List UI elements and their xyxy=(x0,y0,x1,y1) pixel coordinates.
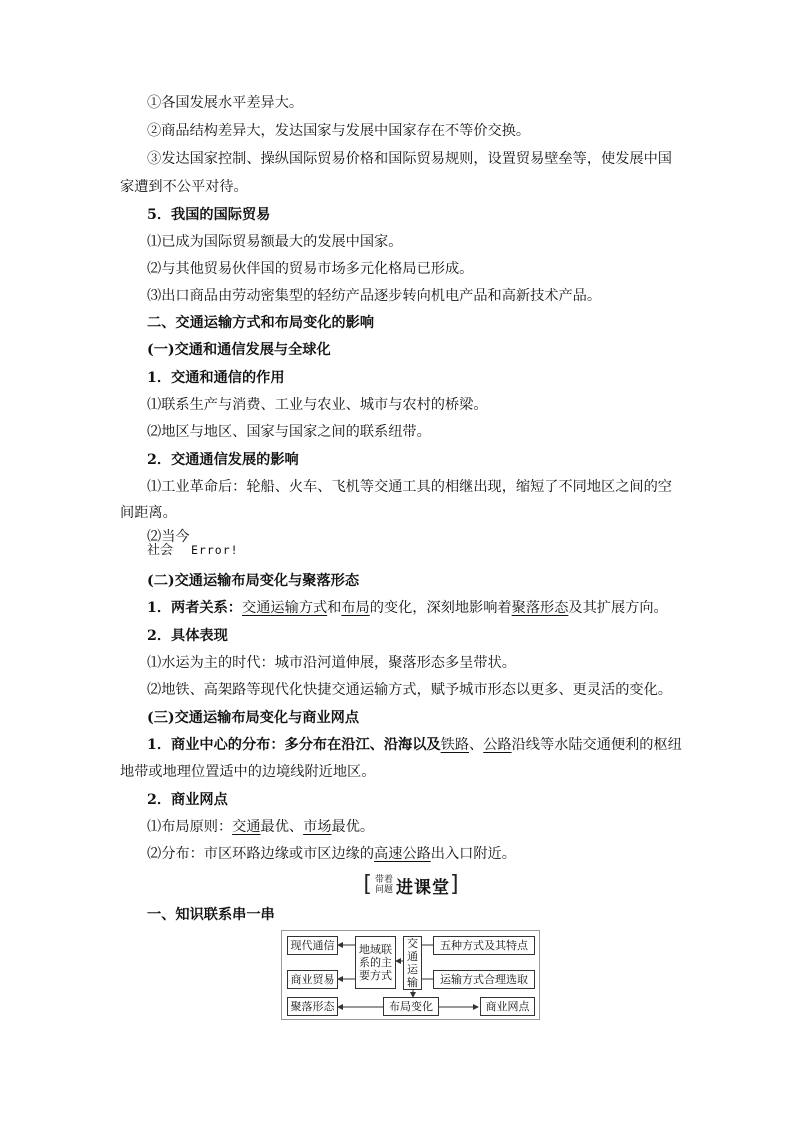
subsection-heading: (二)交通运输布局变化与聚落形态 xyxy=(147,573,360,589)
answer-blank: 市场 xyxy=(303,819,332,835)
text-line xyxy=(147,735,682,755)
concept-diagram xyxy=(281,930,540,1020)
text: 及其扩展方向。 xyxy=(568,600,668,616)
node-regional-link: 地域联系的主要方式 xyxy=(355,936,396,989)
node-commerce-trade: 商业贸易 xyxy=(287,970,338,989)
text-line xyxy=(147,598,668,618)
error-sub: 社会 xyxy=(147,543,174,558)
node-five-modes: 五种方式及其特点 xyxy=(433,936,535,955)
answer-blank: 聚落形态 xyxy=(511,600,569,616)
text-line: ⑵地铁、高架路等现代化快捷交通运输方式，赋予城市形态以更多、更灵活的变化。 xyxy=(147,682,672,698)
answer-blank: 交通运输方式 xyxy=(242,600,328,616)
text: 、 xyxy=(469,737,484,753)
node-modern-comm: 现代通信 xyxy=(287,936,338,955)
heading: 5．我国的国际贸易 xyxy=(147,207,271,223)
node-settlement: 聚落形态 xyxy=(287,997,338,1016)
text-line: 家遭到不公平对待。 xyxy=(120,179,248,195)
node-commercial-sites: 商业网点 xyxy=(480,997,535,1016)
heading: 2．交通通信发展的影响 xyxy=(147,452,299,468)
section-banner xyxy=(352,872,470,898)
error-prefix: ⑵当今 xyxy=(147,529,190,545)
banner-top: 带着 xyxy=(374,875,393,885)
text: ⑵分布：市区环路边缘或市区边缘的 xyxy=(147,846,375,862)
text: 最优。 xyxy=(331,819,375,835)
text: 的变化，深刻地影响着 xyxy=(369,600,512,616)
answer-blank: 交通 xyxy=(232,819,261,835)
text-line: ⑴已成为国际贸易额最大的发展中国家。 xyxy=(147,234,403,250)
error-text: Error! xyxy=(191,543,239,557)
text-line xyxy=(147,817,374,837)
banner-bottom: 问题 xyxy=(374,885,393,895)
section-heading: 一、知识联系串一串 xyxy=(147,907,275,923)
text-line: ⑴水运为主的时代：城市沿河道伸展，聚落形态多呈带状。 xyxy=(147,655,516,671)
text-line: ③发达国家控制、操纵国际贸易价格和国际贸易规则，设置贸易壁垒等，使发展中国 xyxy=(147,151,672,167)
text-line: ⑴联系生产与消费、工业与农业、城市与农村的桥梁。 xyxy=(147,397,488,413)
text: 出入口附近。 xyxy=(430,846,516,862)
subsection-heading: (三)交通运输布局变化与商业网点 xyxy=(147,710,360,726)
text: 和 xyxy=(327,600,342,616)
text: 最优、 xyxy=(260,819,304,835)
text-line: ⑵与其他贸易伙伴国的贸易市场多元化格局已形成。 xyxy=(147,261,474,277)
text-line xyxy=(147,844,516,864)
banner-main: 进课堂 xyxy=(396,877,450,898)
error-item xyxy=(147,527,267,563)
text-line: ⑵地区与地区、国家与国家之间的联系纽带。 xyxy=(147,424,431,440)
node-layout-change: 布局变化 xyxy=(383,997,439,1016)
text-line: ①各国发展水平差异大。 xyxy=(147,95,304,111)
section-heading: 二、交通运输方式和布局变化的影响 xyxy=(147,315,375,331)
node-transport: 交通运输 xyxy=(403,936,422,990)
answer-blank: 布局 xyxy=(341,600,370,616)
text-line: ⑴工业革命后：轮船、火车、飞机等交通工具的相继出现，缩短了不同地区之间的空 xyxy=(147,479,672,495)
banner-right-bracket: ] xyxy=(450,872,459,897)
answer-blank: 高速公路 xyxy=(374,846,431,862)
subsection-heading: (一)交通和通信发展与全球化 xyxy=(147,342,331,358)
node-choice: 运输方式合理选取 xyxy=(433,970,535,989)
answer-blank: 铁路 xyxy=(440,737,470,753)
banner-small-text xyxy=(375,875,393,895)
heading: 2．具体表现 xyxy=(147,628,228,644)
banner-left-bracket: [ xyxy=(363,872,372,897)
heading: 1．交通和通信的作用 xyxy=(147,370,285,386)
text: 沿线等水陆交通便利的枢纽 xyxy=(511,737,682,753)
text-line: 地带或地理位置适中的边境线附近地区。 xyxy=(120,764,376,780)
text: 1．商业中心的分布：多分布在沿江、沿海以及 xyxy=(147,737,441,753)
answer-blank: 公路 xyxy=(483,737,512,753)
text: ⑴布局原则： xyxy=(147,819,233,835)
text-line: 间距离。 xyxy=(120,505,177,521)
label: 1．两者关系： xyxy=(147,600,242,616)
heading: 2．商业网点 xyxy=(147,792,228,808)
text-line: ②商品结构差异大，发达国家与发展中国家存在不等价交换。 xyxy=(147,123,531,139)
text-line: ⑶出口商品由劳动密集型的轻纺产品逐步转向机电产品和高新技术产品。 xyxy=(147,288,602,304)
